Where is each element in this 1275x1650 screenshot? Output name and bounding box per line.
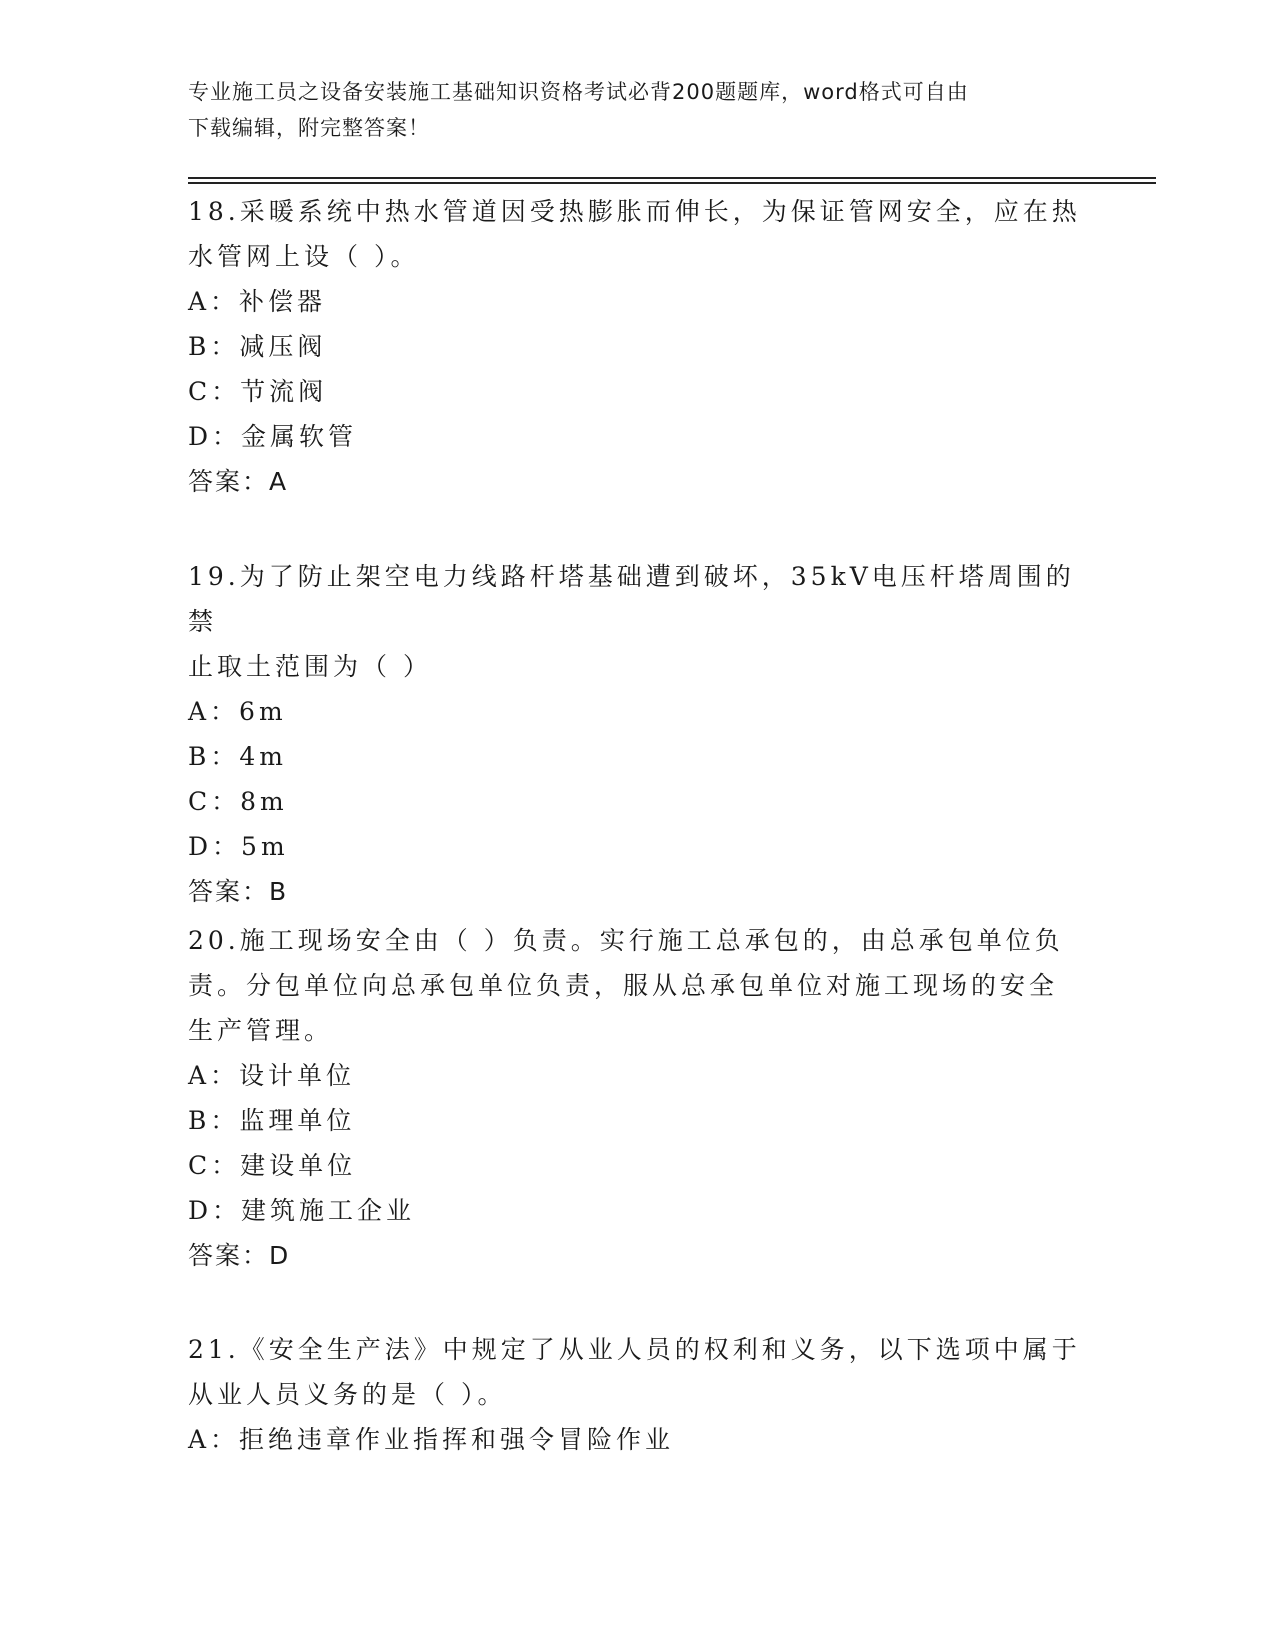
option-d: D：建筑施工企业 — [188, 1196, 416, 1225]
question-21 — [188, 1327, 1088, 1462]
option-c: C：8m — [188, 787, 288, 816]
question-text-line: 21.《安全生产法》中规定了从业人员的权利和义务，以下选项中属于 — [188, 1335, 1081, 1364]
option-c: C：节流阀 — [188, 377, 328, 406]
header-line-2: 下载编辑，附完整答案！ — [188, 116, 430, 140]
option-c: C：建设单位 — [188, 1151, 357, 1180]
question-19 — [188, 554, 1088, 914]
question-text-line: 从业人员义务的是（ ）。 — [188, 1380, 507, 1409]
document-header — [188, 74, 1088, 146]
option-a: A：设计单位 — [188, 1061, 356, 1090]
option-d: D：5m — [188, 832, 289, 861]
option-b: B：减压阀 — [188, 332, 327, 361]
question-text-line: 止取土范围为（ ） — [188, 652, 432, 681]
header-line-1: 专业施工员之设备安装施工基础知识资格考试必背200题题库，word格式可自由 — [188, 80, 969, 104]
option-a: A：拒绝违章作业指挥和强令冒险作业 — [188, 1425, 675, 1454]
option-a: A：6m — [188, 697, 287, 726]
answer: 答案：D — [188, 1241, 291, 1270]
question-20 — [188, 918, 1088, 1278]
question-text-line: 责。分包单位向总承包单位负责，服从总承包单位对施工现场的安全 — [188, 971, 1059, 1000]
question-18 — [188, 189, 1088, 504]
header-divider-top — [188, 177, 1156, 179]
question-text-line: 20.施工现场安全由（ ）负责。实行施工总承包的，由总承包单位负 — [188, 926, 1064, 955]
option-b: B：监理单位 — [188, 1106, 356, 1135]
question-text-line: 19.为了防止架空电力线路杆塔基础遭到破坏，35kV电压杆塔周围的禁 — [188, 562, 1075, 636]
option-a: A：补偿器 — [188, 287, 327, 316]
header-divider-bottom — [188, 182, 1156, 184]
question-text-line: 18.采暖系统中热水管道因受热膨胀而伸长，为保证管网安全，应在热 — [188, 197, 1081, 226]
question-text-line: 生产管理。 — [188, 1016, 334, 1045]
question-text-line: 水管网上设（ ）。 — [188, 242, 420, 271]
answer: 答案：A — [188, 467, 289, 496]
option-d: D：金属软管 — [188, 422, 358, 451]
option-b: B：4m — [188, 742, 287, 771]
answer: 答案：B — [188, 877, 289, 906]
